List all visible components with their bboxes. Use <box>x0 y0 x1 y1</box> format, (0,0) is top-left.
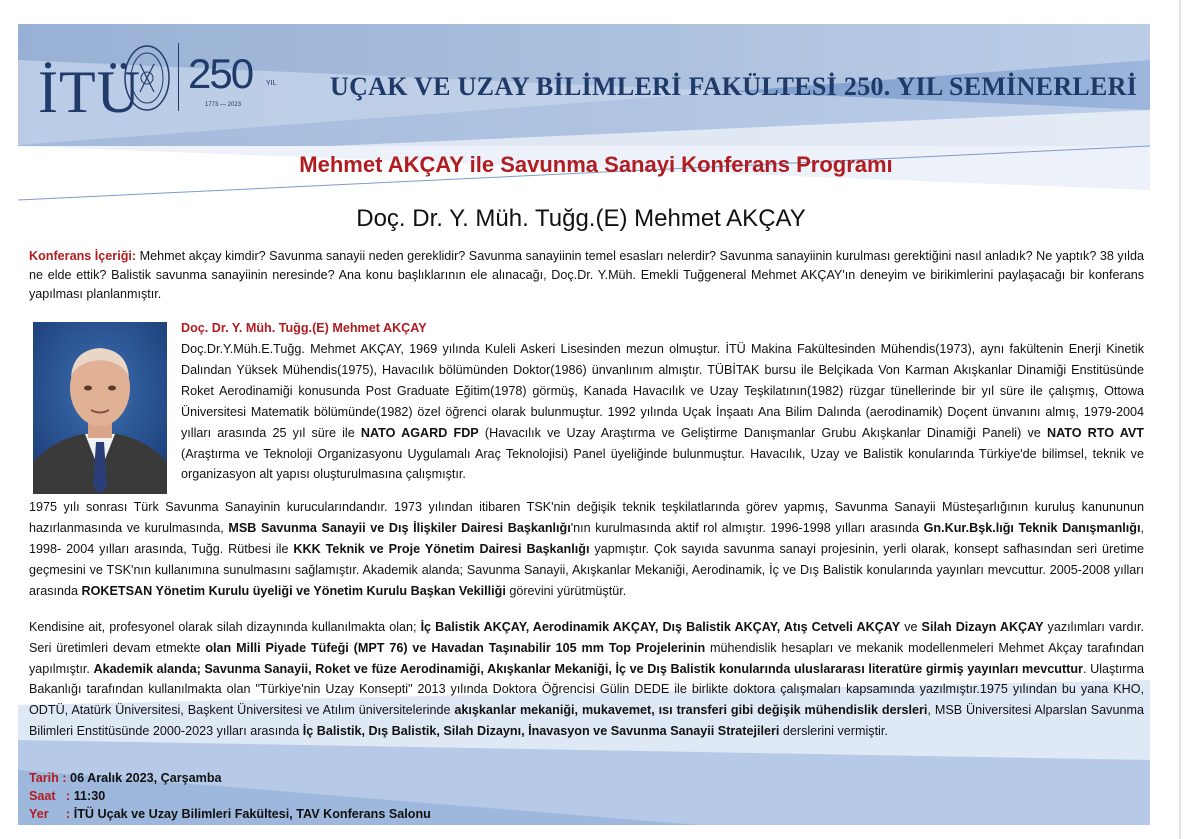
conference-content <box>29 247 1144 304</box>
event-place: Yer : İTÜ Uçak ve Uzay Bilimleri Fakültesi, TAV Konferans Salonu <box>29 807 431 821</box>
bio-paragraph-3: Kendisine ait, profesyonel olarak silah dizaynında kullanılmakta olan; İç Balistik AKÇAY, Aerodinamik AKÇAY, Dış Balistik AKÇAY, Atış Cetveli AKÇAY ve Silah Dizayn AKÇAY yazılımları vardır. Seri üretimleri devam etmekte olan Milli Piyade Tüfeği (MPT 76) ve Havadan Taşınabilir 105 mm Top Projelerinin mühendislik hesapları ve mekanik modellenmeleri Mehmet Akçay tarafından yapılmıştır. Akademik alanda; Savunma Sanayii, Roket ve füze Aerodinamiği, Akışkanlar Mekaniği, İç ve Dış Balistik konularında uluslararası literatüre girmiş yayınları mevcuttur. Ulaştırma Bakanlığı tarafından kullanılmakta olan "Türkiye'nin Uzay Konsepti" 2013 yılında Doktora Öğrencisi Gülin DEDE ile birlikte doktora çalışmaları kapsamında yazılmıştır.1975 yılından bu yana KHO, ODTÜ, Atatürk Üniversitesi, Başkent Üniversitesi ve Atılım üniversitelerinde akışkanlar mekaniği, mukavemet, ısı transferi gibi değişik mühendislik dersleri, MSB Üniversitesi Alparslan Savunma Bilimleri Enstitüsünde 2000-2023 yılları arasında İç Balistik, Dış Balistik, Silah Dizaynı, İnavasyon ve Savunma Sanayii Stratejileri derslerini vermiştir. <box>29 620 1144 738</box>
event-time: Saat : 11:30 <box>29 789 106 803</box>
content-label: Konferans İçeriği: <box>29 249 137 263</box>
bio-paragraph-1: Doç.Dr.Y.Müh.E.Tuğg. Mehmet AKÇAY, 1969 yılında Kuleli Askeri Lisesinden mezun olmuştur. İTÜ Makina Fakültesinden Mühendis(1973), aynı fakültenin Enerji Kinetik Dalından Yüksek Mühendis(1975), Havacılık bölümünden Doktor(1986) ünvanlınım almıştır. TÜBİTAK bursu ile Belçikada Von Karman Akışkanlar Dinamiği Enstitüsünde Roket Aerodinamiği konusunda Post Graduate Eğitim(1978) görmüş, Kanada Havacılık ve Uzay Teşkilatının(1982) rüzgar tünellerinde bir yıl süre ile çalışmış, Ottowa Üniversitesi Matematik bölümünde(1982) özel öğrenci olarak bulunmuştur. 1992 yılında Uçak İnşaatı Ana Bilim Dalında (aerodinamik) Doçent ünvanını almış, 1979-2004 yılları arasında 25 yıl süre ile NATO AGARD FDP (Havacılık ve Uzay Araştırma ve Geliştirme Danışmanlar Grubu Akışkanlar Dinamiği Paneli) ve NATO RTO AVT (Araştırma ve Teknoloji Organizasyonu Uygulamalı Araç Teknolojisi) Panel üyeliğinde bulunmuştur. Havacılık, Uzay ve Balistik konularında Türkiye'de bilimsel, teknik ve organizasyon alt yapısı oluşturulmasına çalışmıştır. <box>181 342 1144 482</box>
speaker-photo <box>33 322 167 494</box>
itu-250-logo <box>38 40 308 135</box>
event-date: Tarih : 06 Aralık 2023, Çarşamba <box>29 771 222 785</box>
itu-logo-text: İTÜ <box>38 59 141 125</box>
bio-paragraph-2: 1975 yılı sonrası Türk Savunma Sanayinin kurucularındandır. 1973 yılından itibaren TSK'nin değişik teknik teşkilatlarında görev yapmış, Savunma Sanayii Müsteşarlığının kuruluş kanununun hazırlanmasında ve kurulmasında, MSB Savunma Sanayii ve Dış İlişkiler Dairesi Başkanlığı'nın kurulmasında aktif rol almıştır. 1996-1998 yılları arasında Gn.Kur.Bşk.lığı Teknik Danışmanlığı, 1998- 2004 yılları arasında, Tuğg. Rütbesi ile KKK Teknik ve Proje Yönetim Dairesi Başkanlığı yapmıştır. Çok sayıda savunma sanayi projesinin, yerli olarak, konsept safhasından seri üretime geçmesini ve TSK'nın kullanımına sunulmasını sağlamıştır. Akademik alanda; Savunma Sanayii, Akışkanlar Mekaniği, Aerodinamik, İç ve Dış Balistik konularında yayınları mevcuttur. 2005-2008 yılları arasında ROKETSAN Yönetim Kurulu üyeliği ve Yönetim Kurulu Başkan Vekilliği görevini yürütmüştür. <box>29 500 1144 598</box>
logo-yil: YIL <box>266 80 277 87</box>
logo-years: 1773 — 2023 <box>205 102 242 108</box>
speaker-title: Doç. Dr. Y. Müh. Tuğg.(E) Mehmet AKÇAY <box>356 205 806 232</box>
bio-heading: Doç. Dr. Y. Müh. Tuğg.(E) Mehmet AKÇAY <box>181 321 427 335</box>
header-title: UÇAK VE UZAY BİLİMLERİ FAKÜLTESİ 250. YIL SEMİNERLERİ <box>330 72 1138 101</box>
program-title: Mehmet AKÇAY ile Savunma Sanayi Konferans Programı <box>299 152 893 177</box>
content-text: Mehmet akçay kimdir? Savunma sanayii neden gereklidir? Savunma sanayiinin temel esasları nelerdir? Savunma sanayiinin kurulması gerektiğini nasıl anladık? Ne yaptık? 38 yılda ne elde ettik? Balistik savunma sanayiinin neresinde? Ana konu başlıklarının ele alınacağı, Doç.Dr. Y.Müh. Emekli Tuğgeneral Mehmet AKÇAY'ın deneyim ve birikimlerini paylaşacağı bir konferans yapılması planlanmıştır. <box>29 249 1144 301</box>
logo-250: 250 <box>188 50 253 97</box>
itu-seal-icon <box>122 42 172 114</box>
